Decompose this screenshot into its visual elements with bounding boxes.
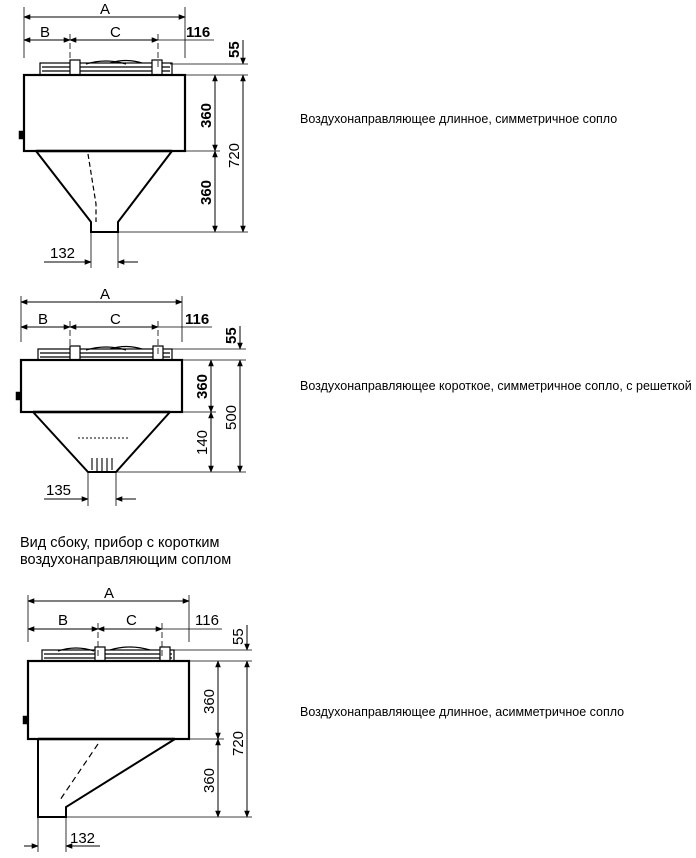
dim-720: 720 bbox=[230, 730, 247, 756]
dim-A: A bbox=[104, 585, 115, 602]
side-view-heading: Вид сбоку, прибор с коротким воздухонаправляющим соплом bbox=[20, 535, 232, 568]
top-fan-unit bbox=[38, 346, 172, 360]
dim-B: B bbox=[38, 311, 49, 328]
dim-132: 132 bbox=[70, 830, 96, 847]
dim-500: 500 bbox=[223, 404, 240, 430]
nozzle-long-symmetric bbox=[36, 151, 172, 232]
dim-C: C bbox=[110, 311, 121, 328]
dim-116: 116 bbox=[185, 311, 210, 328]
dim-B: B bbox=[40, 24, 51, 41]
dim-C: C bbox=[110, 24, 121, 41]
side-knob bbox=[16, 392, 21, 400]
dim-360: 360 bbox=[194, 373, 211, 399]
housing bbox=[21, 360, 182, 412]
housing bbox=[28, 661, 189, 739]
dim-A: A bbox=[100, 286, 111, 303]
dim-360-bottom: 360 bbox=[201, 767, 218, 793]
dim-55: 55 bbox=[230, 628, 247, 645]
dim-A: A bbox=[100, 1, 111, 18]
housing bbox=[24, 75, 185, 151]
dim-135: 135 bbox=[46, 482, 72, 499]
dim-55: 55 bbox=[226, 41, 243, 58]
side-knob bbox=[19, 131, 24, 139]
dim-C: C bbox=[126, 612, 137, 629]
caption-short-symmetric: Воздухонаправляющее короткое, симметричное сопло, с решеткой bbox=[300, 379, 692, 393]
top-fan-unit bbox=[42, 647, 174, 661]
dim-132: 132 bbox=[50, 245, 76, 262]
nozzle-long-asymmetric bbox=[38, 739, 175, 817]
dim-360-top: 360 bbox=[201, 688, 218, 714]
dim-140: 140 bbox=[194, 429, 211, 455]
diagram-long-asymmetric bbox=[23, 595, 252, 852]
dim-116: 116 bbox=[195, 612, 219, 629]
top-fan-unit bbox=[40, 60, 172, 75]
diagram-short-symmetric bbox=[16, 296, 246, 506]
dim-116: 116 bbox=[186, 24, 211, 41]
caption-long-symmetric: Воздухонаправляющее длинное, симметричное сопло bbox=[300, 112, 618, 126]
dim-55: 55 bbox=[223, 327, 240, 344]
dim-360-bottom: 360 bbox=[198, 179, 215, 205]
diagram-long-symmetric bbox=[19, 7, 248, 268]
dim-B: B bbox=[58, 612, 69, 629]
caption-long-asymmetric: Воздухонаправляющее длинное, асимметричное сопло bbox=[300, 705, 625, 719]
dim-360-top: 360 bbox=[198, 102, 215, 128]
side-knob bbox=[23, 716, 28, 724]
dim-720: 720 bbox=[226, 142, 243, 168]
